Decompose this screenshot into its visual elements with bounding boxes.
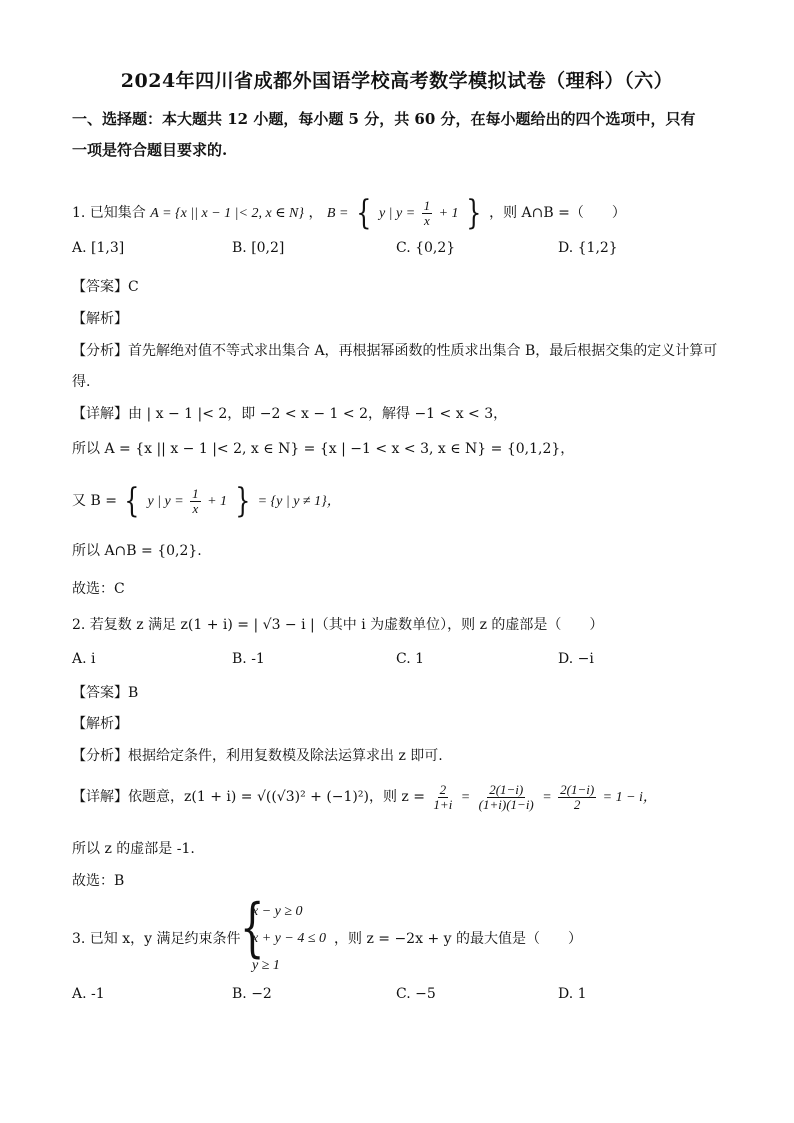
q2-fraction-3 bbox=[558, 783, 596, 811]
section-header-line1: 一、选择题：本大题共 12 小题，每小题 5 分，共 60 分，在每小题给出的四个选项中，只有 bbox=[72, 110, 696, 128]
q1-choose: 故选：C bbox=[72, 581, 125, 597]
q1-comma: ， bbox=[308, 205, 323, 221]
q1-set-b-inner: y | y = bbox=[378, 206, 416, 221]
q1-answer: 【答案】C bbox=[72, 279, 139, 295]
q3-constraint-1: x − y ≥ 0 bbox=[252, 904, 303, 919]
q1-fenxi-cont: 得. bbox=[72, 374, 91, 390]
q2-f3-den: 2 bbox=[573, 796, 581, 812]
q1-fraction bbox=[422, 199, 433, 227]
q2-xiangjie-prefix: 【详解】依题意，z(1 + i) = √((√3)² + (−1)²)，则 z = bbox=[72, 789, 425, 806]
q3-constraint-rows bbox=[252, 902, 326, 983]
q1-frac-den: x bbox=[424, 212, 430, 228]
right-brace-glyph: } bbox=[234, 481, 250, 521]
q1-line-b bbox=[72, 481, 341, 521]
q2-stem: 2. 若复数 z 满足 z(1 + i) = | √3 − i |（其中 i 为虚数单位），则 z 的虚部是（ ） bbox=[72, 617, 604, 633]
q1-line-b-frac-num: 1 bbox=[192, 485, 199, 501]
q2-option-b: B. -1 bbox=[232, 651, 265, 667]
q1-set-b-left: B = bbox=[326, 206, 349, 221]
system-brace-glyph: { bbox=[240, 891, 265, 965]
q2-f3-num: 2(1−i) bbox=[560, 782, 595, 797]
q2-xiangjie-suffix: = 1 − i， bbox=[602, 790, 657, 806]
q3-option-a: A. -1 bbox=[72, 986, 105, 1002]
q1-line-b-tail: + 1 bbox=[207, 494, 228, 509]
q1-option-a: A. [1,3] bbox=[72, 240, 125, 256]
q1-set-a: A = {x || x − 1 |< 2, x ∈ N} bbox=[150, 206, 304, 221]
q1-stem bbox=[72, 193, 626, 233]
q2-analysis-head: 【解析】 bbox=[72, 716, 128, 732]
q3-constraint-2: x + y − 4 ≤ 0 bbox=[252, 931, 327, 946]
q2-fenxi: 【分析】根据给定条件，利用复数模及除法运算求出 z 即可. bbox=[72, 748, 443, 764]
equals-sign: = bbox=[542, 790, 552, 806]
q3-stem-suffix: ，则 z = −2x + y 的最大值是（ ） bbox=[334, 931, 582, 947]
q2-fraction-2 bbox=[477, 783, 536, 811]
q1-line-b-fraction bbox=[190, 487, 201, 515]
right-brace-glyph: } bbox=[466, 193, 482, 233]
q2-answer: 【答案】B bbox=[72, 685, 139, 701]
q1-xiangjie: 【详解】由 | x − 1 |< 2，即 −2 < x − 1 < 2，解得 −1 < x < 3， bbox=[72, 406, 508, 422]
q1-frac-num: 1 bbox=[423, 197, 431, 213]
q2-f2-num: 2(1−i) bbox=[489, 782, 524, 797]
q1-line-b-prefix: 又 B = bbox=[72, 493, 117, 509]
q3-option-b: B. −2 bbox=[232, 986, 272, 1002]
q1-stem-suffix: ，则 A∩B =（ ） bbox=[489, 205, 626, 221]
q3-option-c: C. −5 bbox=[396, 986, 436, 1002]
q3-stem-prefix: 3. 已知 x，y 满足约束条件 bbox=[72, 931, 241, 947]
q2-f1-den: 1+i bbox=[433, 796, 453, 812]
q3-constraint-system bbox=[240, 891, 330, 984]
section-header-line2: 一项是符合题目要求的. bbox=[72, 141, 228, 159]
equals-sign: = bbox=[460, 790, 471, 806]
left-brace-glyph: { bbox=[124, 481, 140, 521]
q2-xiangjie bbox=[72, 783, 657, 811]
q1-stem-prefix: 1. 已知集合 bbox=[72, 205, 146, 221]
q1-line-b-frac-den: x bbox=[192, 500, 199, 516]
q1-line-ab: 所以 A∩B = {0,2}. bbox=[72, 543, 202, 559]
q1-option-d: D. {1,2} bbox=[558, 240, 618, 256]
q3-option-d: D. 1 bbox=[558, 986, 587, 1002]
q1-option-c: C. {0,2} bbox=[396, 240, 456, 256]
q2-f1-num: 2 bbox=[439, 782, 447, 797]
q1-set-b-tail: + 1 bbox=[438, 206, 459, 221]
q1-line-a: 所以 A = {x || x − 1 |< 2, x ∈ N} = {x | −1 < x < 3, x ∈ N} = {0,1,2}， bbox=[72, 441, 575, 457]
q2-option-a: A. i bbox=[72, 651, 96, 667]
q1-fenxi: 【分析】首先解绝对值不等式求出集合 A，再根据幂函数的性质求出集合 B，最后根据交集的定义计算可 bbox=[72, 343, 718, 359]
q3-constraint-3: y ≥ 1 bbox=[252, 958, 280, 973]
page-title: 2024年四川省成都外国语学校高考数学模拟试卷（理科）（六） bbox=[120, 70, 674, 92]
q1-analysis-head: 【解析】 bbox=[72, 311, 128, 327]
q2-conclude: 所以 z 的虚部是 -1. bbox=[72, 841, 195, 857]
q1-line-b-inner: y | y = bbox=[147, 494, 184, 509]
left-brace-glyph: { bbox=[356, 193, 372, 233]
q2-choose: 故选：B bbox=[72, 873, 125, 889]
q1-option-b: B. [0,2] bbox=[232, 240, 285, 256]
q2-fraction-1 bbox=[431, 783, 454, 811]
q2-option-d: D. −i bbox=[558, 651, 594, 667]
q1-line-b-suffix: = {y | y ≠ 1}， bbox=[257, 494, 341, 509]
q2-f2-den: (1+i)(1−i) bbox=[478, 796, 534, 812]
q2-option-c: C. 1 bbox=[396, 651, 425, 667]
